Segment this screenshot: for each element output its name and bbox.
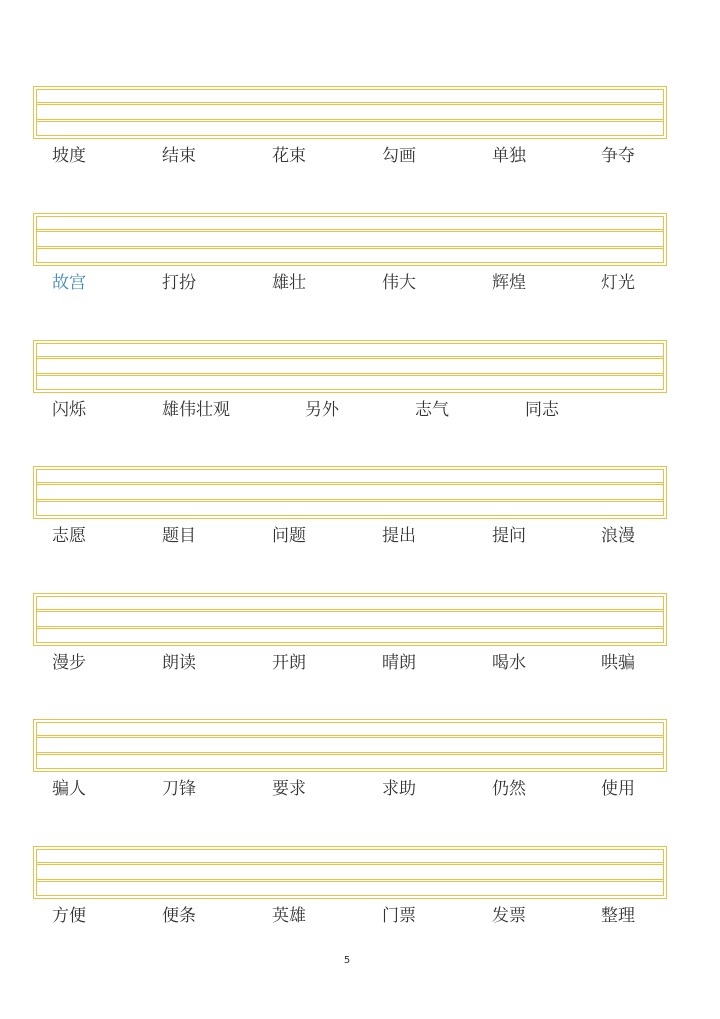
vocab-word: 漫步 [52,653,86,673]
vocab-word: 要求 [272,779,306,799]
vocab-word: 喝水 [492,653,526,673]
vocab-word: 问题 [272,526,306,546]
writing-row-7 [33,846,667,931]
pinyin-grid [33,86,667,139]
pinyin-grid [33,466,667,519]
writing-row-4 [33,466,667,551]
vocab-word: 雄伟壮观 [162,400,230,420]
vocab-word: 伟大 [382,273,416,293]
vocab-word: 雄壮 [272,273,306,293]
vocab-word: 浪漫 [601,526,635,546]
vocab-word: 便条 [162,906,196,926]
vocab-word: 朗读 [162,653,196,673]
vocab-word: 门票 [382,906,416,926]
vocab-word: 闪烁 [52,400,86,420]
pinyin-grid [33,719,667,772]
vocab-word: 勾画 [382,146,416,166]
vocab-word: 单独 [492,146,526,166]
word-list [33,145,667,171]
writing-row-6 [33,719,667,804]
vocab-word: 争夺 [601,146,635,166]
page-number: 5 [343,955,351,966]
vocab-word: 发票 [492,906,526,926]
vocab-word: 同志 [525,400,559,420]
vocab-word: 花束 [272,146,306,166]
vocab-word: 灯光 [601,273,635,293]
word-list [33,525,667,551]
vocab-word: 打扮 [162,273,196,293]
pinyin-grid [33,213,667,266]
pinyin-grid [33,846,667,899]
vocab-word: 志气 [415,400,449,420]
word-list [33,652,667,678]
word-list [33,905,667,931]
vocab-word: 晴朗 [382,653,416,673]
vocab-word: 另外 [305,400,339,420]
vocab-word: 开朗 [272,653,306,673]
vocab-word: 英雄 [272,906,306,926]
vocab-word: 坡度 [52,146,86,166]
vocab-word: 仍然 [492,779,526,799]
vocab-word-highlighted[interactable]: 故宫 [52,273,86,293]
vocab-word: 提问 [492,526,526,546]
vocab-word: 结束 [162,146,196,166]
vocab-word: 求助 [382,779,416,799]
writing-row-3 [33,340,667,425]
pinyin-grid [33,340,667,393]
vocab-word: 辉煌 [492,273,526,293]
writing-row-2 [33,213,667,298]
vocab-word: 方便 [52,906,86,926]
vocab-word: 刀锋 [162,779,196,799]
writing-row-1 [33,86,667,171]
writing-row-5 [33,593,667,678]
word-list [33,778,667,804]
word-list [33,272,667,298]
vocab-word: 提出 [382,526,416,546]
vocab-word: 整理 [601,906,635,926]
word-list [33,399,667,425]
vocab-word: 题目 [162,526,196,546]
vocab-word: 骗人 [52,779,86,799]
pinyin-grid [33,593,667,646]
vocab-word: 志愿 [52,526,86,546]
vocab-word: 哄骗 [601,653,635,673]
vocab-word: 使用 [601,779,635,799]
